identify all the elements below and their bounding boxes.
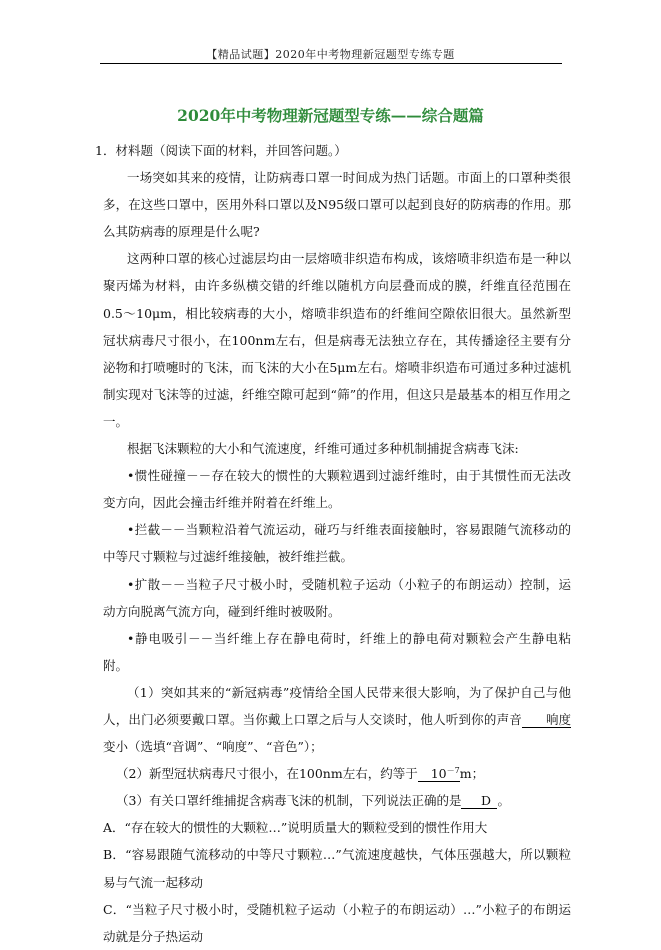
material-paragraph-3: 根据飞沫颗粒的大小和气流速度，纤维可通过多种机制捕捉含病毒飞沫: xyxy=(127,441,519,457)
document-title: 2020年中考物理新冠题型专练——综合题篇 xyxy=(177,106,484,125)
sub-question-2-tail: m； xyxy=(459,766,485,782)
sub-question-2 xyxy=(103,760,571,787)
option-c: C．“当粒子尺寸极小时，受随机粒子运动（小粒子的布朗运动）…”小粒子的布朗运动就是分子热运动 xyxy=(103,901,571,944)
answer-blank-2 xyxy=(418,764,460,782)
mechanism-inertial: •惯性碰撞－－存在较大的惯性的大颗粒遇到过滤纤维时，由于其惯性而无法改变方向，因此会撞击纤维并附着在纤维上。 xyxy=(103,468,571,511)
question-number: 1． xyxy=(95,143,116,158)
question-body xyxy=(95,137,571,950)
sub-question-3-text: （3）有关口罩纤维捕捉含病毒飞沫的机制，下列说法正确的是 xyxy=(116,793,462,809)
sub-question-3 xyxy=(103,787,571,814)
mechanism-electrostatic: •静电吸引－－当纤维上存在静电荷时，纤维上的静电荷对颗粒会产生静电粘附。 xyxy=(103,630,571,673)
sub-question-1 xyxy=(103,679,571,760)
option-a: A．“存在较大的惯性的大颗粒…”说明质量大的颗粒受到的惯性作用大 xyxy=(103,820,488,836)
sub-question-3-tail: 。 xyxy=(497,793,510,809)
mechanism-interception: •拦截－－当颗粒沿着气流运动，碰巧与纤维表面接触时，容易跟随气流移动的中等尺寸颗粒与过滤纤维接触，被纤维拦截。 xyxy=(103,522,571,565)
header-divider xyxy=(100,63,562,64)
material-paragraph-2: 这两种口罩的核心过滤层均由一层熔喷非织造布构成，该熔喷非织造布是一种以聚丙烯为材料，由许多纵横交错的纤维以随机方向层叠而成的膜，纤维直径范围在0.5～10μm，相比较病毒的大小，熔喷非织造布的纤维间空隙依旧很大。虽然新型冠状病毒尺寸很小，在100nm左右，但是病毒无法独立存在，其传播途径主要有分泌物和打喷嚏时的飞沫，而飞沫的大小在5μm左右。熔喷非织造布可通过多种过滤机制实现对飞沫等的过滤，纤维空隙可起到“筛”的作用，但这只是最基本的相互作用之一。 xyxy=(103,251,571,429)
answer-blank-1: 响度 xyxy=(522,713,571,728)
material-paragraph-1: 一场突如其来的疫情，让防病毒口罩一时间成为热门话题。市面上的口罩种类很多，在这些口罩中，医用外科口罩以及N95级口罩可以起到良好的防病毒的作用。那么其防病毒的原理是什么呢? xyxy=(103,170,571,240)
answer-blank-3: D xyxy=(461,794,497,809)
option-b: B．“容易跟随气流移动的中等尺寸颗粒…”气流速度越快，气体压强越大，所以颗粒易与气流一起移动 xyxy=(103,847,571,890)
question-heading-text: 材料题（阅读下面的材料，并回答问题。） xyxy=(115,143,347,158)
sub-question-1-text: （1）突如其来的“新冠病毒”疫情给全国人民带来很大影响，为了保护自己与他人，出门必须要戴口罩。当你戴上口罩之后与人交谈时，他人听到你的声音 xyxy=(103,684,571,727)
answer-2-exponent: －7 xyxy=(446,766,460,775)
sub-question-1-tail: 变小（选填“音调”、“响度”、“音色”）； xyxy=(103,739,323,755)
answer-2-base: 10 xyxy=(430,766,447,782)
page-header: 【精品试题】2020年中考物理新冠题型专练专题 xyxy=(206,48,455,61)
question-heading xyxy=(95,137,571,164)
sub-question-2-text: （2）新型冠状病毒尺寸很小，在100nm左右，约等于 xyxy=(116,766,418,782)
mechanism-diffusion: •扩散－－当粒子尺寸极小时，受随机粒子运动（小粒子的布朗运动）控制，运动方向脱离气流方向，碰到纤维时被吸附。 xyxy=(103,576,571,619)
